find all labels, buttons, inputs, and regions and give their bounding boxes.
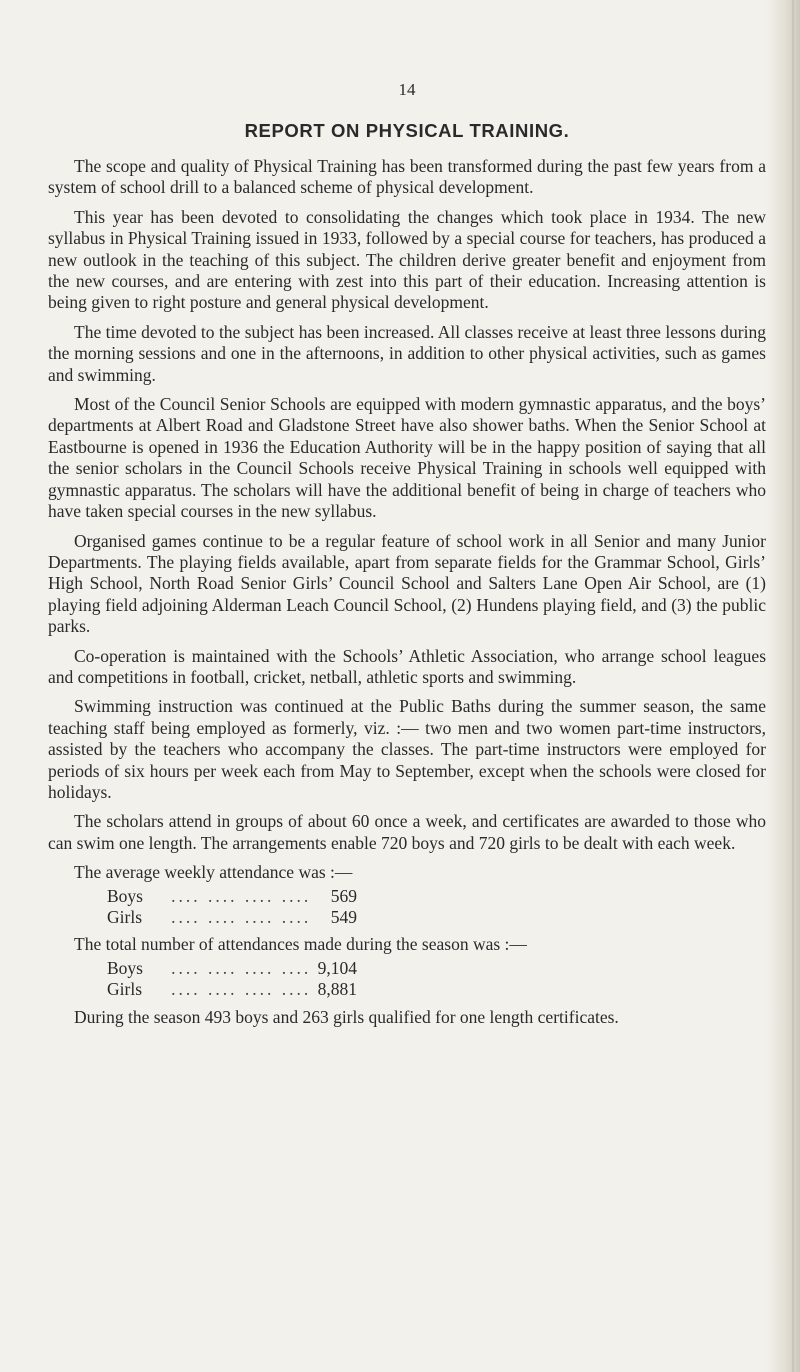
dot-leader: .... .... .... .... (171, 979, 312, 1000)
row-label: Boys (107, 885, 143, 906)
scan-page-edge (766, 0, 800, 1372)
paragraph-cooperation: Co-operation is maintained with the Schools’ Athletic Association, who arrange school leagues and competitions in football, cricket, netball, athletic sports and swimming. (48, 645, 766, 687)
paragraph-consolidation: This year has been devoted to consolidating the changes which took place in 1934. The new syllabus in Physical Training issued in 1933, followed by a special course for teachers, has produced a new outlook in the teaching of this subject. The children derive greater benefit and enjoyment from the new courses, and are entering with zest into this part of their education. Increasing attention is being given to right posture and general physical development. (48, 206, 766, 313)
paragraph-organised-games: Organised games continue to be a regular feature of school work in all Senior and many Junior Departments. The playing fields available, apart from separate fields for the Grammar School, Girls’ High School, North Road Senior Girls’ Council School and Salters Lane Open Air School, are (1) playing field adjoining Alderman Leach Council School, (2) Hundens playing field, and (3) the public parks. (48, 530, 766, 637)
paragraph-groups: The scholars attend in groups of about 60 once a week, and certificates are awarded to those who can swim one length. The arrangements enable 720 boys and 720 girls to be dealt with each week. (48, 811, 766, 853)
row-value: 549 (330, 907, 357, 927)
dot-leader: .... .... .... .... (171, 907, 312, 927)
table-row (107, 886, 357, 907)
row-label: Boys (107, 957, 143, 978)
scan-edge-line (792, 0, 794, 1372)
report-title: REPORT ON PHYSICAL TRAINING. (244, 120, 570, 141)
table-row (107, 958, 357, 979)
dot-leader: .... .... .... .... (171, 957, 312, 978)
weekly-attendance-table (107, 886, 357, 929)
table-row (107, 907, 357, 928)
paragraph-time-devoted: The time devoted to the subject has been increased. All classes receive at least three lessons during the morning sessions and one in the afternoons, in addition to other physical activities, such as games and swimming. (48, 321, 766, 385)
row-label: Girls (107, 979, 142, 1000)
total-attendance-table (107, 958, 357, 1001)
table-row (107, 979, 357, 1000)
paragraph-swimming: Swimming instruction was continued at the Public Baths during the summer season, the same teaching staff being employed as formerly, viz. :— two men and two women part-time instructors, assisted by the teachers who accompany the classes. The part-time instructors were employed for periods of six hours per week each from May to September, except when the schools were closed for holidays. (48, 696, 766, 802)
paragraph-certificates: During the season 493 boys and 263 girls qualified for one length certificates. (74, 1006, 619, 1027)
weekly-attendance-intro: The average weekly attendance was :— (74, 862, 353, 883)
row-value: 9,104 (317, 957, 357, 978)
row-label: Girls (107, 907, 142, 927)
report-page (48, 80, 766, 1028)
paragraph-scope: The scope and quality of Physical Training has been transformed during the past few years from a system of school drill to a balanced scheme of physical development. (48, 156, 766, 198)
total-attendance-intro: The total number of attendances made during the season was :— (74, 934, 527, 955)
dot-leader: .... .... .... .... (171, 885, 312, 906)
row-value: 569 (330, 885, 357, 906)
page-number: 14 (398, 80, 416, 99)
row-value: 8,881 (317, 979, 357, 1000)
paragraph-apparatus: Most of the Council Senior Schools are equipped with modern gymnastic apparatus, and the boys’ departments at Albert Road and Gladstone Street have also shower baths. When the Senior School at Eastbourne is opened in 1936 the Education Authority will be in the happy position of saying that all the senior scholars in the Council Schools receive Physical Training in schools well equipped with gymnastic apparatus. The scholars will have the additional benefit of being in charge of teachers who have taken special courses in the new syllabus. (48, 394, 766, 522)
